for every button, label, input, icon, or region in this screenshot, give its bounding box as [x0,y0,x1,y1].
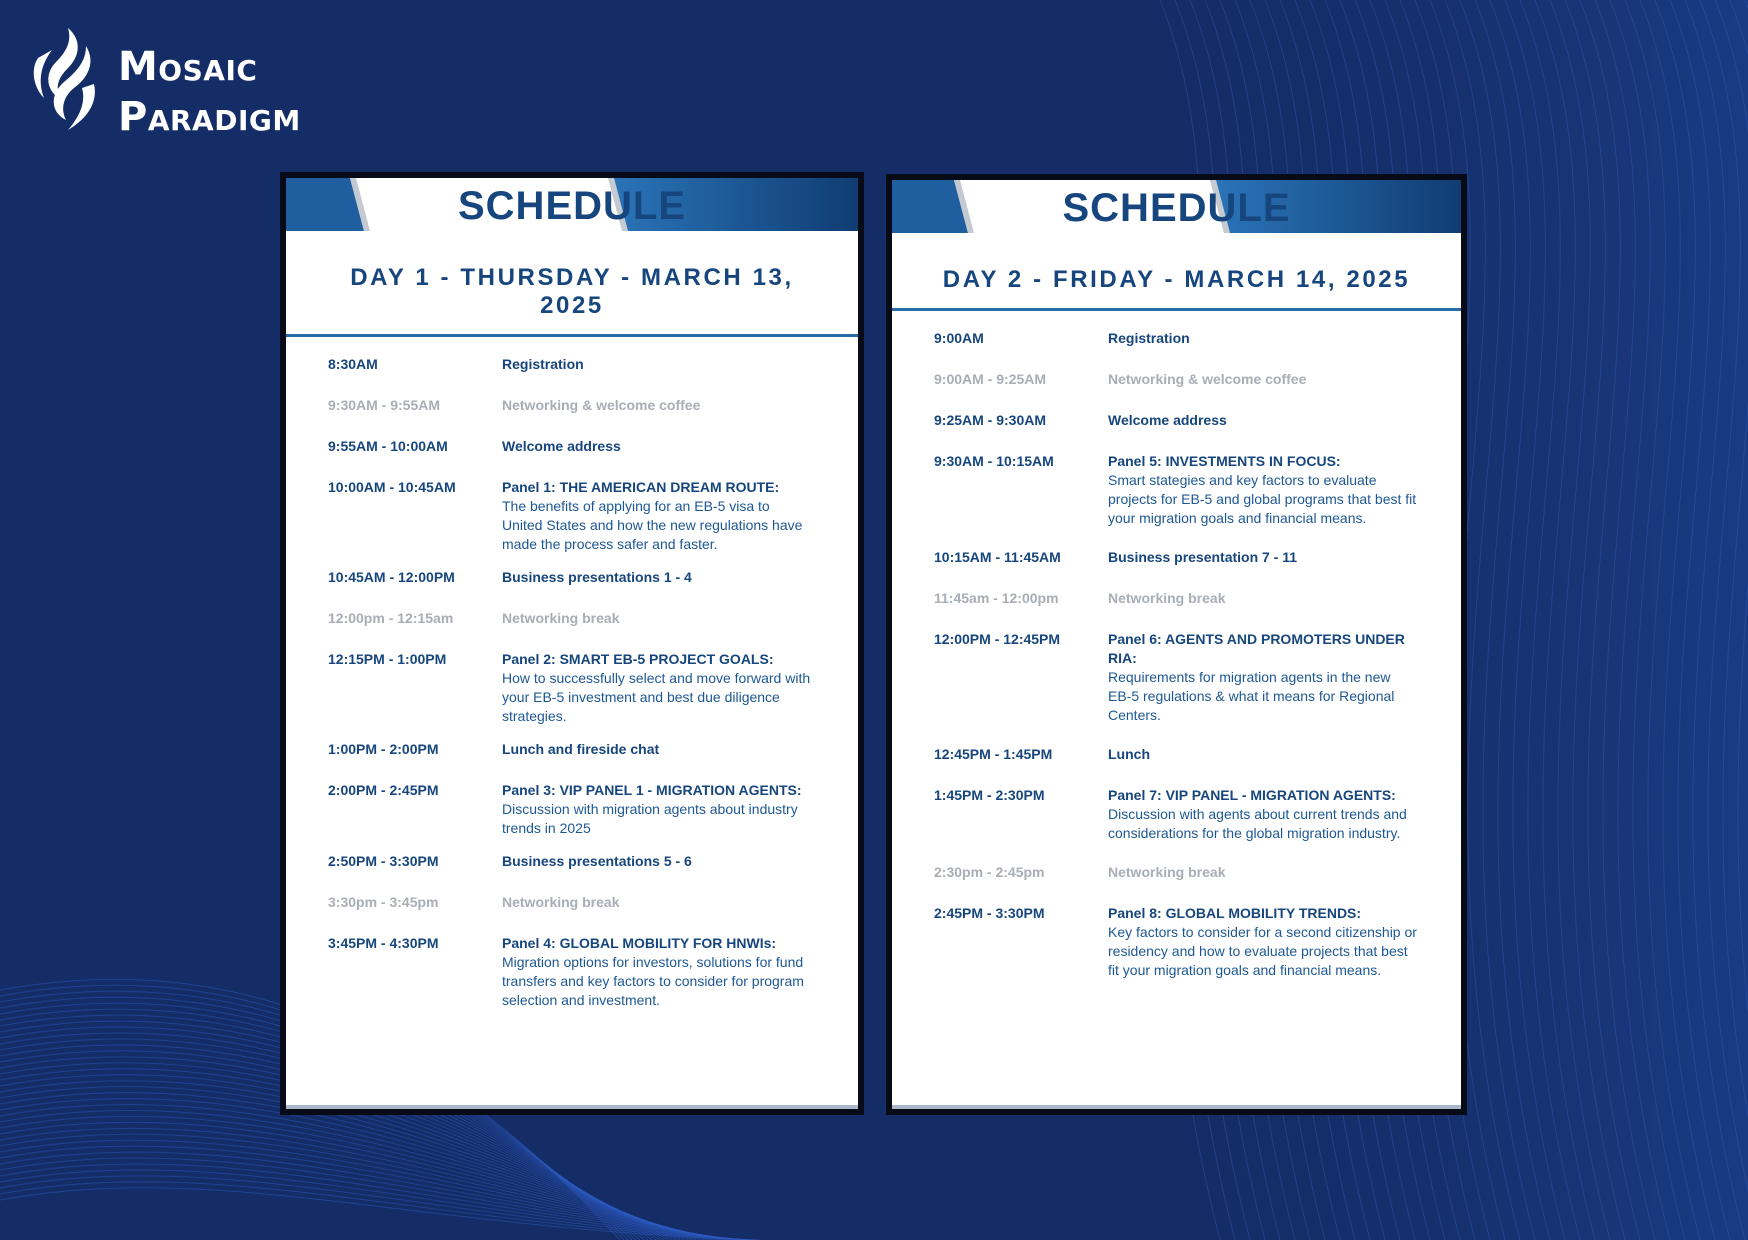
schedule-time: 9:00AM - 9:25AM [934,371,1047,387]
schedule-time: 1:00PM - 2:00PM [328,741,439,757]
schedule-description [1108,630,1461,725]
schedule-body: The benefits of applying for an EB-5 visa to United States and how the new regulations have made the process safer and faster. [502,498,803,552]
schedule-title: Networking & welcome coffee [1108,371,1307,387]
brand-line-2: Paradigm [118,94,301,140]
schedule-item [286,609,858,628]
schedule-title: Business presentation 7 - 11 [1108,549,1298,565]
schedule-time: 9:55AM - 10:00AM [328,438,448,454]
schedule-description [502,478,858,554]
schedule-item [892,370,1461,389]
schedule-time: 2:50PM - 3:30PM [328,853,439,869]
schedule-time: 10:00AM - 10:45AM [328,479,456,495]
schedule-time: 12:45PM - 1:45PM [934,746,1053,762]
schedule-body: Smart stategies and key factors to evaluate projects for EB-5 and global programs that best fit your migration goals and financial means. [1108,472,1417,526]
schedule-time: 3:30pm - 3:45pm [328,894,439,910]
schedule-title: Networking & welcome coffee [502,397,701,413]
schedule-description [502,781,858,838]
schedule-title: Networking break [1108,864,1226,880]
schedule-description [502,437,858,456]
schedule-item [286,740,858,759]
schedule-title: Panel 6: AGENTS AND PROMOTERS UNDER RIA: [1108,631,1405,666]
schedule-time: 12:00pm - 12:15am [328,610,454,626]
schedule-time: 2:45PM - 3:30PM [934,905,1045,921]
schedule-description [502,852,858,871]
schedule-description [502,893,858,912]
schedule-description [502,396,858,415]
schedule-description [502,740,858,759]
schedule-title: Welcome address [1108,412,1227,428]
schedule-description [502,650,858,726]
schedule-title: Panel 8: GLOBAL MOBILITY TRENDS: [1108,905,1362,921]
schedule-item [286,568,858,587]
schedule-item [892,452,1461,528]
card-bottom-bar [286,1105,858,1109]
day-heading: DAY 2 - FRIDAY - MARCH 14, 2025 [942,266,1411,293]
schedule-description [502,355,858,374]
schedule-title: Lunch [1108,746,1150,762]
schedule-body: How to successfully select and move forward with your EB-5 investment and best due diligence strategies. [502,670,811,724]
schedule-item [892,411,1461,430]
schedule-body: Key factors to consider for a second citizenship or residency and how to evaluate projects that best fit your migration goals and financial means. [1108,924,1417,978]
schedule-time: 11:45am - 12:00pm [934,590,1059,606]
schedule-body: Discussion with agents about current trends and considerations for the global migration industry. [1108,806,1407,841]
schedule-item [892,589,1461,608]
schedule-item [286,934,858,1010]
schedule-time: 9:00AM [934,330,984,346]
schedule-description [1108,329,1461,348]
schedule-list [892,311,1461,980]
schedule-description [1108,589,1461,608]
schedule-title: Networking break [502,894,620,910]
schedule-card-day2 [886,174,1467,1115]
schedule-time: 10:15AM - 11:45AM [934,549,1061,565]
day-heading: DAY 1 - THURSDAY - MARCH 13, 2025 [350,264,794,319]
brand-logo [24,26,301,142]
schedule-time: 12:00PM - 12:45PM [934,631,1061,647]
schedule-item [286,893,858,912]
schedule-time: 2:30pm - 2:45pm [934,864,1045,880]
schedule-item [286,355,858,374]
schedule-item [892,548,1461,567]
schedule-description [502,609,858,628]
schedule-item [286,478,858,554]
schedule-title: Panel 5: INVESTMENTS IN FOCUS: [1108,453,1341,469]
schedule-title: Panel 7: VIP PANEL - MIGRATION AGENTS: [1108,787,1396,803]
schedule-item [286,650,858,726]
schedule-item [286,781,858,838]
schedule-item [892,786,1461,843]
schedule-time: 9:30AM - 10:15AM [934,453,1054,469]
schedule-title: Panel 1: THE AMERICAN DREAM ROUTE: [502,479,780,495]
schedule-time: 10:45AM - 12:00PM [328,569,455,585]
schedule-title: Registration [502,356,584,372]
schedule-description [1108,786,1461,843]
schedule-description [1108,370,1461,389]
schedule-body: Migration options for investors, solutions for fund transfers and key factors to consider for program selection and investment. [502,954,804,1008]
schedule-time: 9:25AM - 9:30AM [934,412,1047,428]
schedule-description [502,934,858,1010]
schedule-title: Business presentations 1 - 4 [502,569,692,585]
schedule-body: Requirements for migration agents in the new EB-5 regulations & what it means for Regional Centers. [1108,669,1395,723]
schedule-item [892,904,1461,980]
schedule-title: Lunch and fireside chat [502,741,660,757]
schedule-time: 3:45PM - 4:30PM [328,935,439,951]
schedule-description [1108,745,1461,764]
schedule-time: 12:15PM - 1:00PM [328,651,447,667]
schedule-description [502,568,858,587]
schedule-description [1108,548,1461,567]
schedule-item [286,437,858,456]
schedule-item [892,630,1461,725]
schedule-title: Panel 3: VIP PANEL 1 - MIGRATION AGENTS: [502,782,802,798]
schedule-item [286,396,858,415]
schedule-time: 9:30AM - 9:55AM [328,397,441,413]
banner-title: SCHEDULE [1062,186,1291,230]
schedule-description [1108,411,1461,430]
schedule-time: 8:30AM [328,356,378,372]
schedule-title: Panel 2: SMART EB-5 PROJECT GOALS: [502,651,774,667]
schedule-item [286,852,858,871]
schedule-title: Welcome address [502,438,621,454]
banner-title: SCHEDULE [457,184,687,228]
schedule-list [286,337,858,1010]
schedule-description [1108,452,1461,528]
schedule-time: 1:45PM - 2:30PM [934,787,1045,803]
schedule-item [892,863,1461,882]
schedule-title: Networking break [1108,590,1226,606]
schedule-description [1108,863,1461,882]
schedule-banner [286,178,858,231]
schedule-banner [892,180,1461,233]
schedule-title: Business presentations 5 - 6 [502,853,692,869]
schedule-item [892,329,1461,348]
schedule-item [892,745,1461,764]
schedule-title: Registration [1108,330,1190,346]
schedule-title: Networking break [502,610,620,626]
schedule-body: Discussion with migration agents about industry trends in 2025 [502,801,798,836]
schedule-description [1108,904,1461,980]
schedule-time: 2:00PM - 2:45PM [328,782,439,798]
schedule-card-day1 [280,172,864,1115]
card-bottom-bar [892,1105,1461,1109]
schedule-title: Panel 4: GLOBAL MOBILITY FOR HNWIs: [502,935,777,951]
brand-line-1: Mosaic [118,44,258,90]
flame-logo-icon [24,26,104,138]
